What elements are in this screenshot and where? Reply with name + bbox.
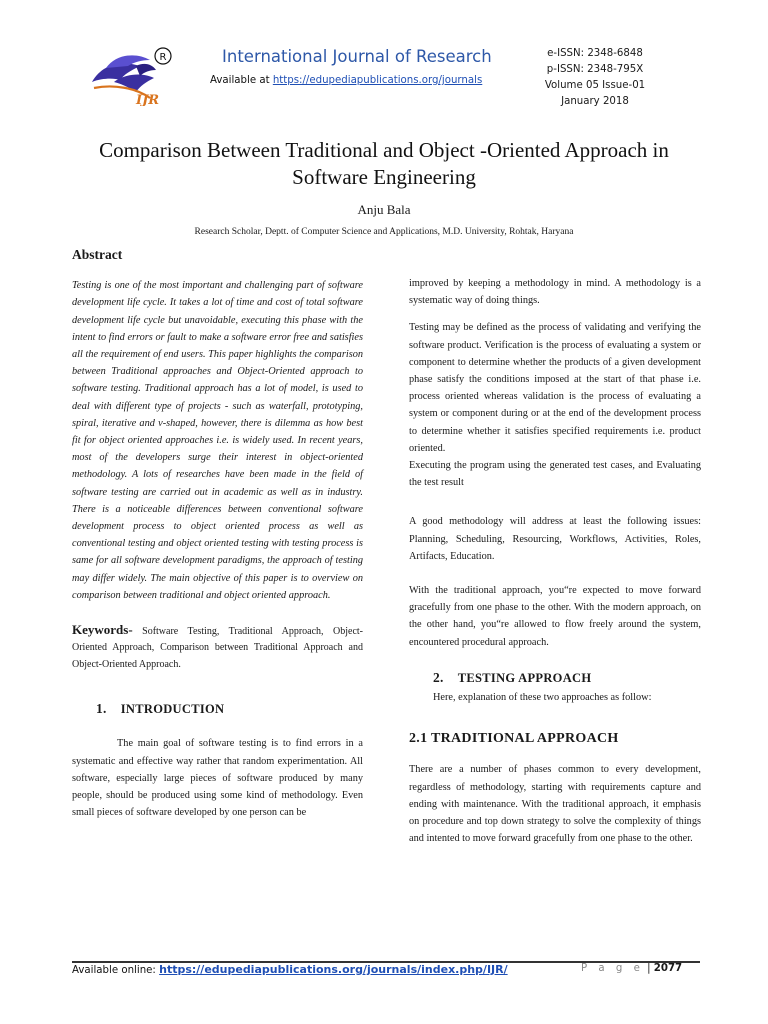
available-at-line (210, 75, 482, 86)
section-title: TESTING APPROACH (457, 670, 592, 685)
section-title: INTRODUCTION (120, 702, 225, 717)
author-affiliation: Research Scholar, Deptt. of Computer Science and Applications, M.D. University, Rohtak, Haryana (194, 227, 574, 237)
volume-issue: Volume 05 Issue-01 (544, 80, 646, 91)
abstract-heading: Abstract (72, 247, 123, 262)
logo-text: IJR (136, 93, 160, 106)
section-heading-traditional-approach: 2.1 TRADITIONAL APPROACH (409, 731, 619, 747)
paragraph-good-methodology: A good methodology will address at least the following issues: Planning, Scheduling, Resourcing, Workflows, Activities, Roles, Artifacts, Education. (409, 516, 701, 562)
author-name: Anju Bala (357, 202, 411, 217)
section-number: 2. (433, 669, 444, 685)
left-column (72, 246, 363, 822)
footer-label: Available online: (72, 965, 160, 976)
section-heading-testing-approach (409, 669, 701, 687)
paragraph-executing: Executing the program using the generated test cases, and Evaluating the test result (409, 460, 701, 489)
footer-page-number (581, 963, 682, 974)
paper-title: Comparison Between Traditional and Object -Oriented Approach in Software Engineering (99, 138, 669, 189)
pissn: p-ISSN: 2348-795X (546, 64, 644, 75)
eissn: e-ISSN: 2348-6848 (547, 48, 643, 59)
paragraph-testing-definition: Testing may be defined as the process of validating and verifying the software product. Verification is the process of evaluating a system or component to determine whether the products of a given development phase satisfy the conditions imposed at the start of that phase i.e. process oriented whereas validation is the process of evaluating a system or component during or at the end of the development process to determine whether it satisfies specified requirements i.e. product oriented. (409, 322, 701, 454)
issn-block (535, 46, 655, 110)
keywords-label: Keywords- (72, 622, 133, 638)
paragraph-traditional-vs-modern: With the traditional approach, you“re expected to move forward gracefully from one phase to the other. With the modern approach, on the other hand, you“re allowed to flow freely around the system, encountered procedural approach. (409, 585, 701, 648)
keywords (72, 622, 363, 673)
abstract-text: Testing is one of the most important and challenging part of software development life cycle. It takes a lot of time and cost of total software development life cycle but unavoidable, executing this phase with the intent to find errors or fault to make a software error free and satisfies all the requirement of end users. This paper highlights the comparison between Traditional approaches and Object-Oriented approach to software testing. Traditional approach has a lot of model, is used to deal with different type of projects - such as waterfall, prototyping, spiral, iterative and v-shaped, however, there is dilemma as how best fit for object oriented approaches i.e. is widely used. In recent years, most of the developers surge their interest in object-oriented methodology. A lots of researches have been made in the field of software testing are carried out in academic as well as in industry. There is a noticeable differences between conventional software development process to object oriented process as well as conventional testing and object oriented testing with testing process is same for all software development paradigms, the approach of testing may differ widely. The main objective of this paper is to overview on comparison between traditional and object oriented approach. (72, 280, 363, 601)
available-at-label: Available at (210, 75, 273, 86)
page-number: 2077 (653, 963, 683, 974)
page-separator: | (643, 963, 654, 974)
journal-title: International Journal of Research (222, 47, 492, 66)
footer-available-online (72, 963, 508, 976)
journal-logo (84, 44, 180, 106)
page-word: P a g e (581, 963, 644, 974)
issue-date: January 2018 (561, 96, 629, 107)
introduction-text: The main goal of software testing is to find errors in a systematic and effective way rather that random experimentation. All software, especially large pieces of software produced by many people, should be produced using some kind of methodology. Even small pieces of software developed by one person can be (72, 738, 363, 819)
right-column (409, 275, 701, 847)
section-heading-introduction (72, 700, 363, 718)
testing-approach-text: Here, explanation of these two approaches as follow: (433, 692, 652, 704)
journal-url-link[interactable]: https://edupediapublications.org/journals (272, 75, 483, 86)
section-number: 1. (96, 701, 107, 717)
svg-text:R: R (159, 52, 167, 63)
traditional-approach-text: There are a number of phases common to every development, regardless of methodology, starting with requirements capture and ending with maintenance. With the traditional approach, it emphasis on procedure and top down strategy to solve the complexity of things and intented to move forward gracefully from one phase to the other. (409, 764, 701, 845)
keywords-text: Software Testing, Traditional Approach, Object-Oriented Approach, Comparison between Traditional Approach and Object-Oriented Approach. (72, 626, 363, 670)
paragraph-methodology: improved by keeping a methodology in mind. A methodology is a systematic way of doing things. (409, 278, 701, 307)
footer-url-link[interactable]: https://edupediapublications.org/journals/index.php/IJR/ (159, 963, 508, 976)
